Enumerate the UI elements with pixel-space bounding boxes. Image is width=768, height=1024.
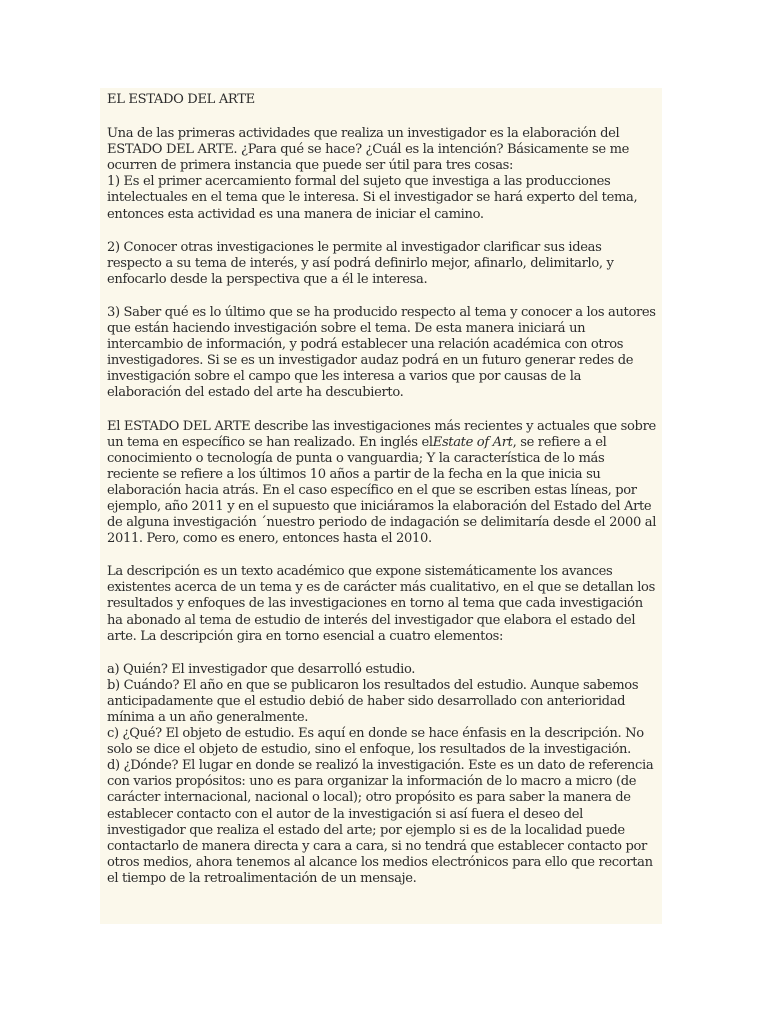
definition-paragraph bbox=[107, 419, 658, 548]
list-item-d: d) ¿Dónde? El lugar en donde se realizó la investigación. Este es un dato de referencia con varios propósitos: uno es para organizar la información de lo macro a micro (de carácter internacional, nacional o local); otro propósito es para saber la manera de establecer contacto con el autor de la investigación si así fuera el deseo del investigador que realiza el estado del arte; por ejemplo si es de la localidad puede contactarlo de manera directa y cara a cara, si no tendrá que establecer contacto por otros medios, ahora tenemos al alcance los medios electrónicos para ello que recortan el tiempo de la retroalimentación de un mensaje. bbox=[107, 758, 654, 886]
point-2-paragraph: 2) Conocer otras investigaciones le permite al investigador clarificar sus ideas respecto a su tema de interés, y así podrá definirlo mejor, afinarlo, delimitarlo, y enfocarlo desde la perspectiva que a él le interesa. bbox=[107, 239, 614, 287]
list-item-c: c) ¿Qué? El objeto de estudio. Es aquí en donde se hace énfasis en la descripción. No solo se dice el objeto de estudio, sino el enfoque, los resultados de la investigación. bbox=[107, 726, 644, 758]
definition-text-pre: El ESTADO DEL ARTE describe las investigaciones más recientes y actuales que sobre un tema en específico se han realizado. En inglés el bbox=[107, 418, 656, 450]
point-3-paragraph: 3) Saber qué es lo último que se ha producido respecto al tema y conocer a los autores que están haciendo investigación sobre el tema. De esta manera iniciará un intercambio de información, y podrá establecer una relación académica con otros investigadores. Si se es un investigador audaz podrá en un futuro generar redes de investigación sobre el campo que les interesa a varios que por causas de la elaboración del estado del arte ha descubierto. bbox=[107, 304, 656, 401]
list-item-b: b) Cuándo? El año en que se publicaron los resultados del estudio. Aunque sabemos anticipadamente que el estudio debió de haber sido desarrollado con anterioridad mínima a un año generalmente. bbox=[107, 677, 639, 725]
document-body bbox=[100, 88, 662, 924]
intro-paragraph: Una de las primeras actividades que realiza un investigador es la elaboración del ESTADO DEL ARTE. ¿Para qué se hace? ¿Cuál es la intención? Básicamente se me ocurren de primera instancia que puede ser útil para tres cosas: bbox=[107, 126, 630, 174]
definition-italic-term: Estate of Art bbox=[432, 434, 513, 450]
description-paragraph: La descripción es un texto académico que expone sistemáticamente los avances existentes acerca de un tema y es de carácter más cualitativo, en el que se detallan los resultados y enfoques de las investigaciones en torno al tema que cada investigación ha abonado al tema de estudio de interés del investigador que elabora el estado del arte. La descripción gira en torno esencial a cuatro elementos: bbox=[107, 564, 655, 644]
document-title: EL ESTADO DEL ARTE bbox=[107, 92, 255, 107]
list-item-a: a) Quién? El investigador que desarrolló estudio. bbox=[107, 661, 416, 677]
point-1-paragraph: 1) Es el primer acercamiento formal del sujeto que investiga a las producciones intelectuales en el tema que le interesa. Si el investigador se hará experto del tema, entonces esta actividad es una manera de iniciar el camino. bbox=[107, 174, 638, 222]
definition-text-post: , se refiere a el conocimiento o tecnología de punta o vanguardia; Y la característica de lo más reciente se refiere a los últimos 10 años a partir de la fecha en la que inicia su elaboración hacia atrás. En el caso específico en el que se escriben estas líneas, por ejemplo, año 2011 y en el supuesto que iniciáramos la elaboración del Estado del Arte de alguna investigación ´nuestro periodo de indagación se delimitaría desde el 2000 al 2011. Pero, como es enero, entonces hasta el 2010. bbox=[107, 434, 657, 547]
